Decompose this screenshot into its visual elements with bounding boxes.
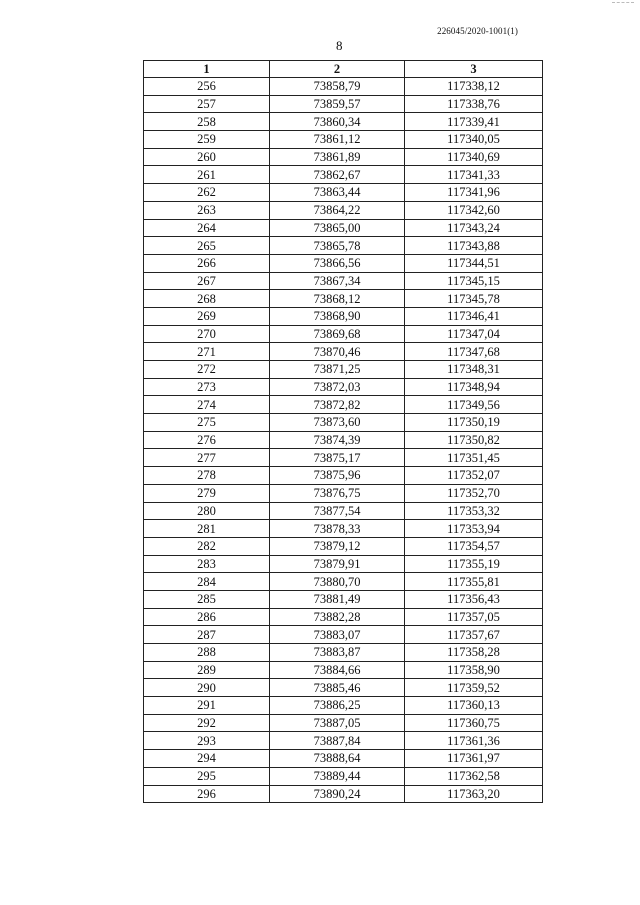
point-number-cell: 283	[144, 555, 270, 573]
document-number: 226045/2020-1001(1)	[437, 26, 518, 36]
table-row	[144, 644, 543, 662]
y-coordinate-cell: 117353,32	[405, 502, 543, 520]
point-number-cell: 272	[144, 361, 270, 379]
x-coordinate-cell: 73885,46	[270, 679, 405, 697]
point-number-cell: 278	[144, 467, 270, 485]
y-coordinate-cell: 117341,96	[405, 184, 543, 202]
x-coordinate-cell: 73872,03	[270, 378, 405, 396]
x-coordinate-cell: 73888,64	[270, 750, 405, 768]
point-number-cell: 265	[144, 237, 270, 255]
x-coordinate-cell: 73883,87	[270, 644, 405, 662]
point-number-cell: 287	[144, 626, 270, 644]
y-coordinate-cell: 117358,90	[405, 661, 543, 679]
table-header-row	[144, 61, 543, 78]
table-row	[144, 750, 543, 768]
table-row	[144, 449, 543, 467]
table-row	[144, 184, 543, 202]
point-number-cell: 288	[144, 644, 270, 662]
table-row	[144, 590, 543, 608]
y-coordinate-cell: 117349,56	[405, 396, 543, 414]
point-number-cell: 293	[144, 732, 270, 750]
table-row	[144, 343, 543, 361]
table-row	[144, 520, 543, 538]
y-coordinate-cell: 117348,31	[405, 361, 543, 379]
table-row	[144, 767, 543, 785]
y-coordinate-cell: 117346,41	[405, 307, 543, 325]
point-number-cell: 258	[144, 113, 270, 131]
x-coordinate-cell: 73865,78	[270, 237, 405, 255]
y-coordinate-cell: 117353,94	[405, 520, 543, 538]
x-coordinate-cell: 73860,34	[270, 113, 405, 131]
table-row	[144, 484, 543, 502]
table-row	[144, 502, 543, 520]
x-coordinate-cell: 73876,75	[270, 484, 405, 502]
point-number-cell: 289	[144, 661, 270, 679]
y-coordinate-cell: 117345,15	[405, 272, 543, 290]
point-number-cell: 294	[144, 750, 270, 768]
y-coordinate-cell: 117355,81	[405, 573, 543, 591]
point-number-cell: 259	[144, 131, 270, 149]
x-coordinate-cell: 73861,12	[270, 131, 405, 149]
table-row	[144, 661, 543, 679]
table-row	[144, 113, 543, 131]
point-number-cell: 261	[144, 166, 270, 184]
x-coordinate-cell: 73873,60	[270, 414, 405, 432]
point-number-cell: 286	[144, 608, 270, 626]
x-coordinate-cell: 73863,44	[270, 184, 405, 202]
x-coordinate-cell: 73869,68	[270, 325, 405, 343]
point-number-cell: 291	[144, 697, 270, 715]
point-number-cell: 292	[144, 714, 270, 732]
x-coordinate-cell: 73887,05	[270, 714, 405, 732]
point-number-cell: 277	[144, 449, 270, 467]
x-coordinate-cell: 73877,54	[270, 502, 405, 520]
x-coordinate-cell: 73889,44	[270, 767, 405, 785]
y-coordinate-cell: 117348,94	[405, 378, 543, 396]
table-row	[144, 237, 543, 255]
table-row	[144, 431, 543, 449]
x-coordinate-cell: 73875,96	[270, 467, 405, 485]
x-coordinate-cell: 73881,49	[270, 590, 405, 608]
scan-corner-mark	[612, 2, 634, 7]
y-coordinate-cell: 117359,52	[405, 679, 543, 697]
x-coordinate-cell: 73879,91	[270, 555, 405, 573]
y-coordinate-cell: 117347,68	[405, 343, 543, 361]
table-row	[144, 608, 543, 626]
point-number-cell: 262	[144, 184, 270, 202]
point-number-cell: 290	[144, 679, 270, 697]
y-coordinate-cell: 117360,75	[405, 714, 543, 732]
point-number-cell: 264	[144, 219, 270, 237]
page-number: 8	[336, 38, 343, 53]
y-coordinate-cell: 117358,28	[405, 644, 543, 662]
table-row	[144, 219, 543, 237]
x-coordinate-cell: 73868,90	[270, 307, 405, 325]
y-coordinate-cell: 117338,12	[405, 78, 543, 96]
table-row	[144, 732, 543, 750]
y-coordinate-cell: 117338,76	[405, 95, 543, 113]
table-row	[144, 573, 543, 591]
point-number-cell: 267	[144, 272, 270, 290]
column-header-1: 1	[144, 61, 270, 78]
table-row	[144, 131, 543, 149]
x-coordinate-cell: 73878,33	[270, 520, 405, 538]
point-number-cell: 273	[144, 378, 270, 396]
column-header-2: 2	[270, 61, 405, 78]
y-coordinate-cell: 117363,20	[405, 785, 543, 803]
table-row	[144, 361, 543, 379]
y-coordinate-cell: 117361,97	[405, 750, 543, 768]
table-row	[144, 555, 543, 573]
table-row	[144, 325, 543, 343]
x-coordinate-cell: 73872,82	[270, 396, 405, 414]
x-coordinate-cell: 73886,25	[270, 697, 405, 715]
table-body	[144, 78, 543, 803]
point-number-cell: 270	[144, 325, 270, 343]
x-coordinate-cell: 73865,00	[270, 219, 405, 237]
point-number-cell: 263	[144, 201, 270, 219]
x-coordinate-cell: 73864,22	[270, 201, 405, 219]
table-row	[144, 272, 543, 290]
table-row	[144, 307, 543, 325]
table-row	[144, 148, 543, 166]
y-coordinate-cell: 117342,60	[405, 201, 543, 219]
table-row	[144, 679, 543, 697]
table-row	[144, 714, 543, 732]
table-row	[144, 537, 543, 555]
y-coordinate-cell: 117343,88	[405, 237, 543, 255]
x-coordinate-cell: 73884,66	[270, 661, 405, 679]
table-row	[144, 785, 543, 803]
table-row	[144, 254, 543, 272]
x-coordinate-cell: 73866,56	[270, 254, 405, 272]
point-number-cell: 285	[144, 590, 270, 608]
point-number-cell: 268	[144, 290, 270, 308]
y-coordinate-cell: 117356,43	[405, 590, 543, 608]
y-coordinate-cell: 117360,13	[405, 697, 543, 715]
y-coordinate-cell: 117340,69	[405, 148, 543, 166]
point-number-cell: 274	[144, 396, 270, 414]
table-row	[144, 626, 543, 644]
x-coordinate-cell: 73871,25	[270, 361, 405, 379]
point-number-cell: 266	[144, 254, 270, 272]
point-number-cell: 295	[144, 767, 270, 785]
x-coordinate-cell: 73861,89	[270, 148, 405, 166]
point-number-cell: 284	[144, 573, 270, 591]
x-coordinate-cell: 73862,67	[270, 166, 405, 184]
y-coordinate-cell: 117344,51	[405, 254, 543, 272]
x-coordinate-cell: 73859,57	[270, 95, 405, 113]
point-number-cell: 281	[144, 520, 270, 538]
table-row	[144, 166, 543, 184]
x-coordinate-cell: 73883,07	[270, 626, 405, 644]
point-number-cell: 279	[144, 484, 270, 502]
point-number-cell: 282	[144, 537, 270, 555]
point-number-cell: 256	[144, 78, 270, 96]
x-coordinate-cell: 73880,70	[270, 573, 405, 591]
table-row	[144, 378, 543, 396]
table-row	[144, 467, 543, 485]
y-coordinate-cell: 117347,04	[405, 325, 543, 343]
x-coordinate-cell: 73867,34	[270, 272, 405, 290]
x-coordinate-cell: 73890,24	[270, 785, 405, 803]
x-coordinate-cell: 73870,46	[270, 343, 405, 361]
y-coordinate-cell: 117354,57	[405, 537, 543, 555]
x-coordinate-cell: 73879,12	[270, 537, 405, 555]
y-coordinate-cell: 117339,41	[405, 113, 543, 131]
table-row	[144, 95, 543, 113]
point-number-cell: 276	[144, 431, 270, 449]
table-row	[144, 396, 543, 414]
point-number-cell: 257	[144, 95, 270, 113]
point-number-cell: 271	[144, 343, 270, 361]
y-coordinate-cell: 117357,67	[405, 626, 543, 644]
y-coordinate-cell: 117355,19	[405, 555, 543, 573]
y-coordinate-cell: 117362,58	[405, 767, 543, 785]
y-coordinate-cell: 117361,36	[405, 732, 543, 750]
y-coordinate-cell: 117350,82	[405, 431, 543, 449]
y-coordinate-cell: 117343,24	[405, 219, 543, 237]
coordinates-table	[143, 60, 543, 803]
table-row	[144, 290, 543, 308]
y-coordinate-cell: 117352,07	[405, 467, 543, 485]
point-number-cell: 269	[144, 307, 270, 325]
table-row	[144, 414, 543, 432]
point-number-cell: 260	[144, 148, 270, 166]
x-coordinate-cell: 73882,28	[270, 608, 405, 626]
point-number-cell: 296	[144, 785, 270, 803]
point-number-cell: 280	[144, 502, 270, 520]
column-header-3: 3	[405, 61, 543, 78]
table-row	[144, 201, 543, 219]
y-coordinate-cell: 117352,70	[405, 484, 543, 502]
x-coordinate-cell: 73887,84	[270, 732, 405, 750]
x-coordinate-cell: 73874,39	[270, 431, 405, 449]
table-row	[144, 78, 543, 96]
x-coordinate-cell: 73875,17	[270, 449, 405, 467]
table-row	[144, 697, 543, 715]
point-number-cell: 275	[144, 414, 270, 432]
y-coordinate-cell: 117340,05	[405, 131, 543, 149]
y-coordinate-cell: 117351,45	[405, 449, 543, 467]
y-coordinate-cell: 117350,19	[405, 414, 543, 432]
y-coordinate-cell: 117345,78	[405, 290, 543, 308]
x-coordinate-cell: 73858,79	[270, 78, 405, 96]
x-coordinate-cell: 73868,12	[270, 290, 405, 308]
y-coordinate-cell: 117357,05	[405, 608, 543, 626]
y-coordinate-cell: 117341,33	[405, 166, 543, 184]
